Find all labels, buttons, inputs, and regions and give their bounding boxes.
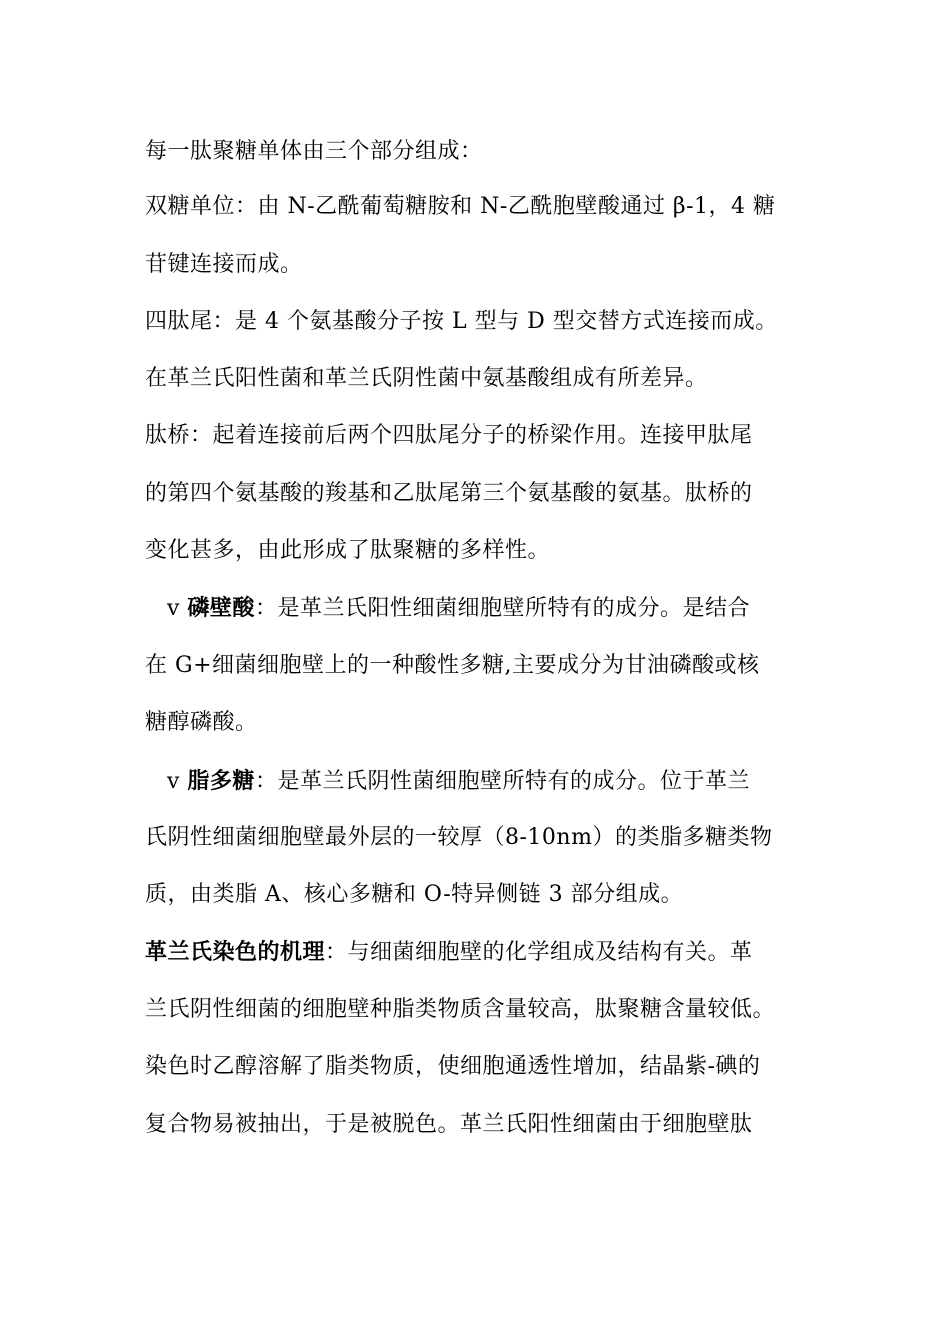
text-line: 染色时乙醇溶解了脂类物质，使细胞通透性增加，结晶紫-碘的 <box>145 1054 761 1079</box>
text-line: 兰氏阴性细菌的细胞壁种脂类物质含量较高，肽聚糖含量较低。 <box>145 997 776 1022</box>
text-line: 变化甚多，由此形成了肽聚糖的多样性。 <box>145 538 551 563</box>
text-line <box>145 937 753 968</box>
text-line: 的第四个氨基酸的羧基和乙肽尾第三个氨基酸的氨基。肽桥的 <box>145 481 753 506</box>
term-heading: 磷壁酸 <box>187 595 255 621</box>
text-line: 质，由类脂 A、核心多糖和 O-特异侧链 3 部分组成。 <box>145 882 684 907</box>
bullet-marker: v <box>167 769 188 794</box>
text-line: 糖醇磷酸。 <box>145 710 258 735</box>
text-line <box>167 593 750 624</box>
text-span: ：是革兰氏阳性细菌细胞壁所特有的成分。是结合 <box>254 596 750 621</box>
text-line: 氏阴性细菌细胞壁最外层的一较厚（8-10nm）的类脂多糖类物 <box>145 825 773 850</box>
text-line: 四肽尾：是 4 个氨基酸分子按 L 型与 D 型交替方式连接而成。 <box>145 309 778 334</box>
text-line <box>167 766 750 797</box>
text-line: 在 G+细菌细胞壁上的一种酸性多糖,主要成分为甘油磷酸或核 <box>145 653 760 678</box>
text-line: 双糖单位：由 N-乙酰葡萄糖胺和 N-乙酰胞壁酸通过 β-1，4 糖 <box>145 194 776 219</box>
text-span: ：是革兰氏阴性菌细胞壁所特有的成分。位于革兰 <box>254 769 750 794</box>
term-heading: 革兰氏染色的机理 <box>145 939 326 965</box>
text-line: 每一肽聚糖单体由三个部分组成： <box>145 139 483 164</box>
term-heading: 脂多糖 <box>187 768 255 794</box>
text-line: 复合物易被抽出，于是被脱色。革兰氏阳性细菌由于细胞壁肽 <box>145 1112 753 1137</box>
text-span: ：与细菌细胞壁的化学组成及结构有关。革 <box>325 940 753 965</box>
text-line: 在革兰氏阳性菌和革兰氏阴性菌中氨基酸组成有所差异。 <box>145 366 708 391</box>
bullet-marker: v <box>167 596 188 621</box>
text-line: 肽桥：起着连接前后两个四肽尾分子的桥梁作用。连接甲肽尾 <box>145 423 753 448</box>
text-line: 苷键连接而成。 <box>145 252 303 277</box>
